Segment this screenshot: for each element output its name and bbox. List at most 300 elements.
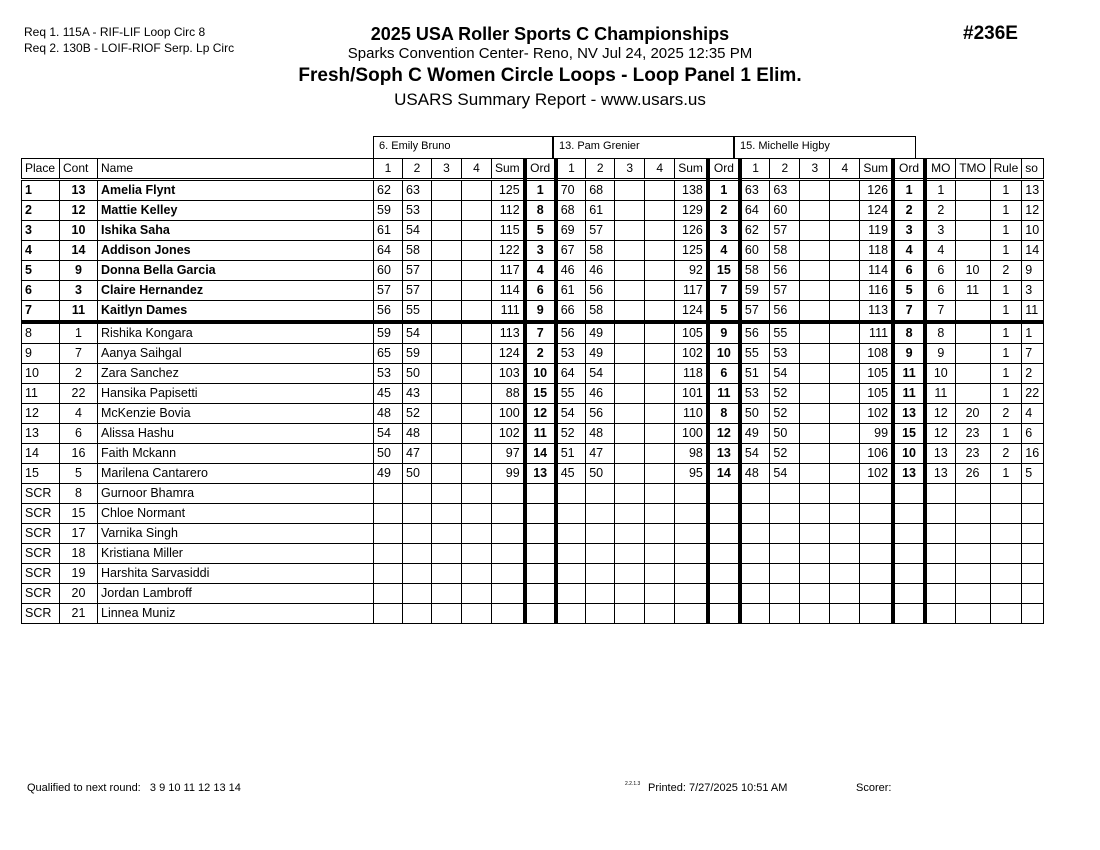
j1-score2-cell: 48 xyxy=(403,424,432,444)
cont-cell: 15 xyxy=(60,504,98,524)
j3-ord-cell xyxy=(893,604,925,624)
table-row xyxy=(22,261,1044,281)
col-j1-ord: Ord xyxy=(525,159,556,180)
col-j3-s1: 1 xyxy=(740,159,770,180)
j3-sum-cell xyxy=(860,604,893,624)
j1-score4-cell xyxy=(462,584,492,604)
name-cell: Linnea Muniz xyxy=(98,604,374,624)
tmo-cell xyxy=(955,180,990,201)
j2-score4-cell xyxy=(645,504,675,524)
name-cell: McKenzie Bovia xyxy=(98,404,374,424)
j2-score1-cell: 51 xyxy=(556,444,586,464)
name-cell: Marilena Cantarero xyxy=(98,464,374,484)
j3-score4-cell xyxy=(830,261,860,281)
judge-2-name: 13. Pam Grenier xyxy=(553,136,734,158)
col-mo: MO xyxy=(925,159,955,180)
j1-sum-cell xyxy=(492,524,525,544)
j2-score4-cell xyxy=(645,424,675,444)
j2-ord-cell: 2 xyxy=(708,201,740,221)
j3-ord-cell: 11 xyxy=(893,384,925,404)
j3-score1-cell xyxy=(740,604,770,624)
j2-sum-cell: 129 xyxy=(675,201,708,221)
so-cell: 13 xyxy=(1022,180,1044,201)
place-cell: SCR xyxy=(22,564,60,584)
j3-score4-cell xyxy=(830,604,860,624)
name-cell: Kristiana Miller xyxy=(98,544,374,564)
j2-score4-cell xyxy=(645,384,675,404)
j3-sum-cell xyxy=(860,524,893,544)
j2-sum-cell xyxy=(675,504,708,524)
place-cell: 10 xyxy=(22,364,60,384)
report-subtitle: USARS Summary Report - www.usars.us xyxy=(394,90,706,109)
j1-score4-cell xyxy=(462,464,492,484)
col-j2-s3: 3 xyxy=(615,159,645,180)
tmo-cell xyxy=(955,384,990,404)
so-cell xyxy=(1022,544,1044,564)
j3-score2-cell: 52 xyxy=(770,404,800,424)
tmo-cell xyxy=(955,241,990,261)
j3-score2-cell xyxy=(770,604,800,624)
mo-cell: 1 xyxy=(925,180,955,201)
tmo-cell xyxy=(955,201,990,221)
place-cell: 6 xyxy=(22,281,60,301)
j2-score4-cell xyxy=(645,344,675,364)
tmo-cell xyxy=(955,564,990,584)
j3-score1-cell xyxy=(740,524,770,544)
j3-sum-cell: 102 xyxy=(860,464,893,484)
j1-ord-cell: 13 xyxy=(525,464,556,484)
so-cell xyxy=(1022,524,1044,544)
j1-score2-cell: 54 xyxy=(403,322,432,344)
j1-ord-cell: 14 xyxy=(525,444,556,464)
table-row xyxy=(22,301,1044,323)
j3-sum-cell: 106 xyxy=(860,444,893,464)
so-cell xyxy=(1022,564,1044,584)
j2-ord-cell: 13 xyxy=(708,444,740,464)
name-cell: Ishika Saha xyxy=(98,221,374,241)
j1-score2-cell: 57 xyxy=(403,261,432,281)
j2-score1-cell: 45 xyxy=(556,464,586,484)
j3-ord-cell xyxy=(893,584,925,604)
j2-score2-cell: 57 xyxy=(586,221,615,241)
j3-score4-cell xyxy=(830,201,860,221)
j3-score3-cell xyxy=(800,281,830,301)
j2-score1-cell xyxy=(556,604,586,624)
j2-score3-cell xyxy=(615,384,645,404)
j2-score3-cell xyxy=(615,444,645,464)
mo-cell: 3 xyxy=(925,221,955,241)
j3-score1-cell: 58 xyxy=(740,261,770,281)
tmo-cell xyxy=(955,504,990,524)
j2-score4-cell xyxy=(645,364,675,384)
j3-score1-cell xyxy=(740,544,770,564)
table-row xyxy=(22,180,1044,201)
j3-score4-cell xyxy=(830,344,860,364)
rule-cell: 1 xyxy=(990,364,1022,384)
col-j3-sum: Sum xyxy=(860,159,893,180)
j2-score4-cell xyxy=(645,404,675,424)
place-cell: 2 xyxy=(22,201,60,221)
j1-score1-cell: 65 xyxy=(374,344,403,364)
j2-ord-cell: 7 xyxy=(708,281,740,301)
j1-score3-cell xyxy=(432,180,462,201)
j1-sum-cell: 100 xyxy=(492,404,525,424)
table-row xyxy=(22,344,1044,364)
j1-score3-cell xyxy=(432,364,462,384)
judge-1-name: 6. Emily Bruno xyxy=(373,136,553,158)
j3-score1-cell: 56 xyxy=(740,322,770,344)
j1-ord-cell: 7 xyxy=(525,322,556,344)
j3-score3-cell xyxy=(800,322,830,344)
j3-ord-cell: 5 xyxy=(893,281,925,301)
requirement-1: Req 1. 115A - RIF-LIF Loop Circ 8 xyxy=(24,25,206,39)
cont-cell: 22 xyxy=(60,384,98,404)
j3-score4-cell xyxy=(830,524,860,544)
table-row xyxy=(22,201,1044,221)
table-row xyxy=(22,544,1044,564)
j3-score3-cell xyxy=(800,544,830,564)
place-cell: 13 xyxy=(22,424,60,444)
j3-ord-cell: 2 xyxy=(893,201,925,221)
j1-ord-cell xyxy=(525,564,556,584)
j3-score4-cell xyxy=(830,322,860,344)
so-cell: 10 xyxy=(1022,221,1044,241)
mo-cell: 10 xyxy=(925,364,955,384)
j3-sum-cell: 124 xyxy=(860,201,893,221)
j2-sum-cell: 110 xyxy=(675,404,708,424)
j3-score3-cell xyxy=(800,384,830,404)
rule-cell: 1 xyxy=(990,180,1022,201)
j3-sum-cell: 105 xyxy=(860,364,893,384)
cont-cell: 9 xyxy=(60,261,98,281)
so-cell: 2 xyxy=(1022,364,1044,384)
col-j1-s3: 3 xyxy=(432,159,462,180)
j2-score2-cell: 49 xyxy=(586,322,615,344)
j1-score2-cell: 50 xyxy=(403,464,432,484)
table-row xyxy=(22,604,1044,624)
j2-sum-cell xyxy=(675,524,708,544)
j1-score4-cell xyxy=(462,301,492,323)
j2-sum-cell xyxy=(675,584,708,604)
j3-score2-cell xyxy=(770,584,800,604)
mo-cell xyxy=(925,504,955,524)
j2-score4-cell xyxy=(645,444,675,464)
j3-score1-cell: 49 xyxy=(740,424,770,444)
j3-score3-cell xyxy=(800,444,830,464)
j1-score2-cell: 53 xyxy=(403,201,432,221)
j1-score1-cell xyxy=(374,544,403,564)
so-cell: 11 xyxy=(1022,301,1044,323)
j2-score2-cell: 49 xyxy=(586,344,615,364)
j3-score1-cell: 53 xyxy=(740,384,770,404)
cont-cell: 12 xyxy=(60,201,98,221)
j2-score2-cell: 68 xyxy=(586,180,615,201)
j2-score2-cell xyxy=(586,544,615,564)
j2-sum-cell: 92 xyxy=(675,261,708,281)
j1-score2-cell: 59 xyxy=(403,344,432,364)
j2-sum-cell: 102 xyxy=(675,344,708,364)
j1-sum-cell xyxy=(492,544,525,564)
j3-ord-cell: 15 xyxy=(893,424,925,444)
tmo-cell xyxy=(955,221,990,241)
col-j3-s4: 4 xyxy=(830,159,860,180)
j3-score3-cell xyxy=(800,464,830,484)
j2-score3-cell xyxy=(615,180,645,201)
j1-score3-cell xyxy=(432,584,462,604)
mo-cell: 12 xyxy=(925,404,955,424)
judge-header-row xyxy=(373,136,916,158)
j1-ord-cell xyxy=(525,524,556,544)
j2-score3-cell xyxy=(615,241,645,261)
j2-score4-cell xyxy=(645,301,675,323)
j3-score3-cell xyxy=(800,504,830,524)
j2-score3-cell xyxy=(615,524,645,544)
tmo-cell xyxy=(955,301,990,323)
table-row xyxy=(22,221,1044,241)
table-row xyxy=(22,322,1044,344)
name-cell: Amelia Flynt xyxy=(98,180,374,201)
j1-score1-cell: 48 xyxy=(374,404,403,424)
col-j2-sum: Sum xyxy=(675,159,708,180)
j1-ord-cell: 6 xyxy=(525,281,556,301)
mo-cell xyxy=(925,564,955,584)
j3-score4-cell xyxy=(830,364,860,384)
so-cell: 5 xyxy=(1022,464,1044,484)
j3-ord-cell: 9 xyxy=(893,344,925,364)
j1-score4-cell xyxy=(462,322,492,344)
name-cell: Rishika Kongara xyxy=(98,322,374,344)
j2-score3-cell xyxy=(615,261,645,281)
col-j2-s4: 4 xyxy=(645,159,675,180)
j1-sum-cell: 115 xyxy=(492,221,525,241)
j1-sum-cell xyxy=(492,564,525,584)
j3-sum-cell: 118 xyxy=(860,241,893,261)
j1-score2-cell: 63 xyxy=(403,180,432,201)
so-cell: 14 xyxy=(1022,241,1044,261)
j3-ord-cell: 3 xyxy=(893,221,925,241)
tmo-cell: 20 xyxy=(955,404,990,424)
cont-cell: 1 xyxy=(60,322,98,344)
j3-score3-cell xyxy=(800,424,830,444)
j1-score1-cell xyxy=(374,524,403,544)
j1-score3-cell xyxy=(432,241,462,261)
table-row xyxy=(22,524,1044,544)
name-cell: Claire Hernandez xyxy=(98,281,374,301)
mo-cell: 7 xyxy=(925,301,955,323)
j2-score1-cell xyxy=(556,504,586,524)
scorer-label: Scorer: xyxy=(856,782,892,794)
mo-cell xyxy=(925,524,955,544)
j1-score1-cell: 59 xyxy=(374,322,403,344)
rule-cell: 1 xyxy=(990,464,1022,484)
j2-score1-cell: 66 xyxy=(556,301,586,323)
col-so: so xyxy=(1022,159,1044,180)
j1-score2-cell xyxy=(403,524,432,544)
j3-score2-cell: 57 xyxy=(770,221,800,241)
column-header-row xyxy=(22,159,1044,180)
col-j3-s2: 2 xyxy=(770,159,800,180)
j3-ord-cell: 6 xyxy=(893,261,925,281)
j1-score2-cell xyxy=(403,504,432,524)
j1-ord-cell: 10 xyxy=(525,364,556,384)
j1-score4-cell xyxy=(462,444,492,464)
j3-score3-cell xyxy=(800,344,830,364)
tmo-cell xyxy=(955,364,990,384)
rule-cell: 1 xyxy=(990,201,1022,221)
j2-sum-cell xyxy=(675,564,708,584)
j1-score3-cell xyxy=(432,384,462,404)
j1-score2-cell xyxy=(403,564,432,584)
j1-sum-cell: 114 xyxy=(492,281,525,301)
j2-score3-cell xyxy=(615,322,645,344)
j1-score3-cell xyxy=(432,322,462,344)
cont-cell: 2 xyxy=(60,364,98,384)
table-row xyxy=(22,564,1044,584)
j2-score2-cell: 47 xyxy=(586,444,615,464)
j2-sum-cell xyxy=(675,544,708,564)
j1-score4-cell xyxy=(462,261,492,281)
j3-sum-cell xyxy=(860,584,893,604)
col-cont: Cont xyxy=(60,159,98,180)
j1-sum-cell: 124 xyxy=(492,344,525,364)
j1-sum-cell: 113 xyxy=(492,322,525,344)
j2-ord-cell xyxy=(708,584,740,604)
j2-score4-cell xyxy=(645,281,675,301)
j1-score1-cell: 59 xyxy=(374,201,403,221)
j2-ord-cell: 1 xyxy=(708,180,740,201)
j1-score1-cell: 61 xyxy=(374,221,403,241)
j2-score4-cell xyxy=(645,524,675,544)
j1-ord-cell xyxy=(525,484,556,504)
j3-score2-cell xyxy=(770,504,800,524)
col-j3-ord: Ord xyxy=(893,159,925,180)
col-place: Place xyxy=(22,159,60,180)
j3-score1-cell: 55 xyxy=(740,344,770,364)
j1-sum-cell xyxy=(492,584,525,604)
j2-score1-cell: 56 xyxy=(556,322,586,344)
j2-sum-cell: 100 xyxy=(675,424,708,444)
j3-score2-cell: 52 xyxy=(770,444,800,464)
place-cell: 15 xyxy=(22,464,60,484)
mo-cell xyxy=(925,484,955,504)
j2-sum-cell xyxy=(675,484,708,504)
j1-sum-cell xyxy=(492,604,525,624)
j3-sum-cell: 126 xyxy=(860,180,893,201)
j1-score4-cell xyxy=(462,504,492,524)
j3-ord-cell xyxy=(893,544,925,564)
j1-score4-cell xyxy=(462,524,492,544)
j2-score2-cell: 48 xyxy=(586,424,615,444)
col-j2-s2: 2 xyxy=(586,159,615,180)
j1-score3-cell xyxy=(432,604,462,624)
qualified-values: 3 9 10 11 12 13 14 xyxy=(149,782,241,794)
j3-score3-cell xyxy=(800,524,830,544)
version-tag: 2.2.1.3 xyxy=(625,781,641,787)
j3-sum-cell: 102 xyxy=(860,404,893,424)
j3-score1-cell: 50 xyxy=(740,404,770,424)
j1-score2-cell xyxy=(403,484,432,504)
j2-score2-cell: 54 xyxy=(586,364,615,384)
j2-score3-cell xyxy=(615,201,645,221)
table-row xyxy=(22,241,1044,261)
j2-score3-cell xyxy=(615,564,645,584)
cont-cell: 16 xyxy=(60,444,98,464)
mo-cell: 4 xyxy=(925,241,955,261)
place-cell: 12 xyxy=(22,404,60,424)
j2-ord-cell: 14 xyxy=(708,464,740,484)
so-cell xyxy=(1022,504,1044,524)
j2-score1-cell xyxy=(556,584,586,604)
tmo-cell xyxy=(955,604,990,624)
j1-score4-cell xyxy=(462,344,492,364)
table-row xyxy=(22,504,1044,524)
j3-score2-cell xyxy=(770,524,800,544)
cont-cell: 21 xyxy=(60,604,98,624)
j3-ord-cell: 1 xyxy=(893,180,925,201)
table-row xyxy=(22,364,1044,384)
so-cell: 9 xyxy=(1022,261,1044,281)
place-cell: 1 xyxy=(22,180,60,201)
cont-cell: 5 xyxy=(60,464,98,484)
place-cell: SCR xyxy=(22,584,60,604)
j2-score1-cell: 64 xyxy=(556,364,586,384)
j3-ord-cell: 13 xyxy=(893,464,925,484)
j3-ord-cell xyxy=(893,484,925,504)
j2-score2-cell: 61 xyxy=(586,201,615,221)
j3-score3-cell xyxy=(800,364,830,384)
j3-score1-cell xyxy=(740,584,770,604)
j2-score1-cell: 70 xyxy=(556,180,586,201)
so-cell: 6 xyxy=(1022,424,1044,444)
j3-sum-cell: 114 xyxy=(860,261,893,281)
j3-score2-cell: 53 xyxy=(770,344,800,364)
j2-score3-cell xyxy=(615,464,645,484)
qualified-label: Qualified to next round: xyxy=(27,782,141,794)
name-cell: Mattie Kelley xyxy=(98,201,374,221)
rule-cell xyxy=(990,504,1022,524)
qualified-line xyxy=(27,782,241,794)
j3-ord-cell: 8 xyxy=(893,322,925,344)
col-rule: Rule xyxy=(990,159,1022,180)
rule-cell: 1 xyxy=(990,241,1022,261)
name-cell: Hansika Papisetti xyxy=(98,384,374,404)
j3-score1-cell: 63 xyxy=(740,180,770,201)
j2-score3-cell xyxy=(615,604,645,624)
j1-score3-cell xyxy=(432,484,462,504)
j2-score2-cell xyxy=(586,604,615,624)
j3-score1-cell: 57 xyxy=(740,301,770,323)
j2-score1-cell: 53 xyxy=(556,344,586,364)
j3-score2-cell: 56 xyxy=(770,261,800,281)
place-cell: 8 xyxy=(22,322,60,344)
col-j1-sum: Sum xyxy=(492,159,525,180)
j2-score3-cell xyxy=(615,281,645,301)
j2-score2-cell: 58 xyxy=(586,301,615,323)
name-cell: Donna Bella Garcia xyxy=(98,261,374,281)
mo-cell: 2 xyxy=(925,201,955,221)
rule-cell: 2 xyxy=(990,404,1022,424)
rule-cell: 1 xyxy=(990,221,1022,241)
j1-score1-cell: 60 xyxy=(374,261,403,281)
j2-sum-cell: 126 xyxy=(675,221,708,241)
j1-score3-cell xyxy=(432,281,462,301)
j2-score2-cell: 56 xyxy=(586,404,615,424)
cont-cell: 10 xyxy=(60,221,98,241)
j2-ord-cell: 5 xyxy=(708,301,740,323)
name-cell: Kaitlyn Dames xyxy=(98,301,374,323)
j3-score2-cell xyxy=(770,544,800,564)
j3-score1-cell: 54 xyxy=(740,444,770,464)
